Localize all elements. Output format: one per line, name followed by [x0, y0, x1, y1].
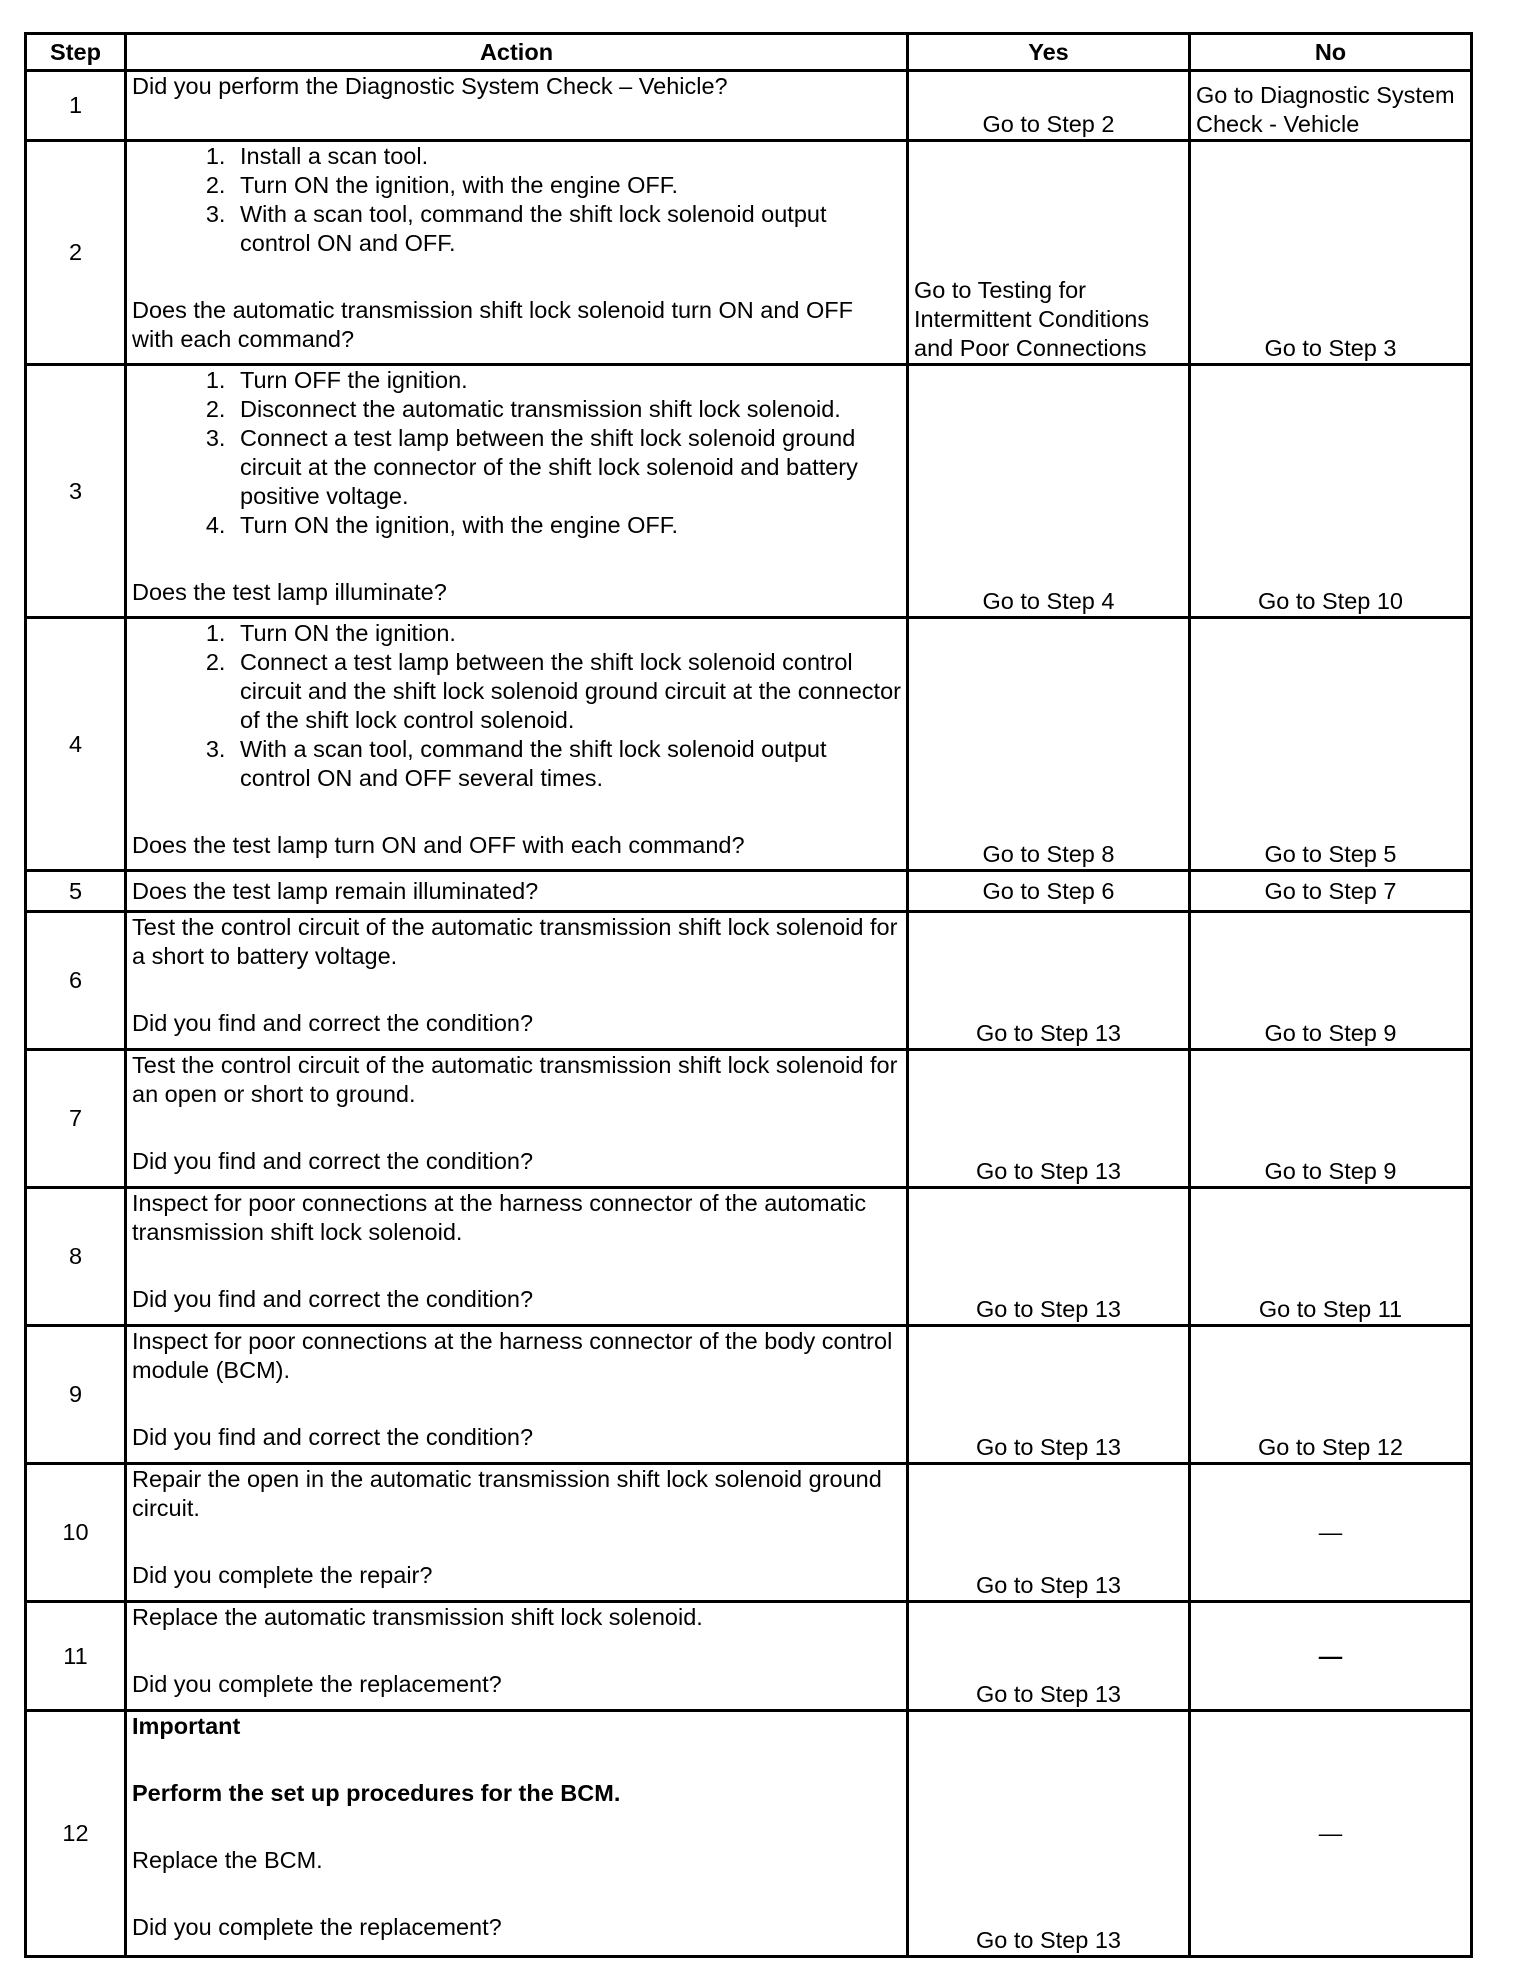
action-question: Did you find and correct the condition?: [132, 1148, 534, 1174]
action-list-item: 3. With a scan tool, command the shift lock solenoid output control ON and OFF.: [232, 200, 901, 258]
header-action: Action: [126, 34, 908, 71]
no-cell: Go to Step 7: [1190, 871, 1472, 912]
yes-cell: Go to Step 4: [908, 365, 1190, 618]
table-row: [26, 71, 1472, 141]
action-question: Did you complete the replacement?: [132, 1914, 502, 1940]
step-number: 9: [26, 1326, 126, 1464]
step-number: 10: [26, 1464, 126, 1602]
no-cell: Go to Step 9: [1190, 912, 1472, 1050]
action-cell: [126, 1326, 908, 1464]
action-cell: [126, 1711, 908, 1957]
action-list-item: 1. Turn OFF the ignition.: [232, 366, 901, 395]
action-question: Did you find and correct the condition?: [132, 1286, 534, 1312]
step-number: 6: [26, 912, 126, 1050]
step-number: 4: [26, 618, 126, 871]
table-row: [26, 141, 1472, 365]
table-row: [26, 1711, 1472, 1957]
step-number: 11: [26, 1602, 126, 1711]
action-list-item: 1. Turn ON the ignition.: [232, 619, 901, 648]
action-text: Test the control circuit of the automatic transmission shift lock solenoid for an open or short to ground.: [132, 1052, 898, 1107]
action-text: Replace the BCM.: [132, 1847, 323, 1873]
yes-cell: Go to Step 13: [908, 1464, 1190, 1602]
action-question: Did you complete the repair?: [132, 1562, 433, 1588]
action-question: Did you perform the Diagnostic System Check – Vehicle?: [132, 73, 728, 99]
action-text: Inspect for poor connections at the harness connector of the automatic transmission shift lock solenoid.: [132, 1190, 867, 1245]
no-cell: —: [1190, 1602, 1472, 1711]
action-list-item: 2. Turn ON the ignition, with the engine OFF.: [232, 171, 901, 200]
yes-cell: Go to Step 8: [908, 618, 1190, 871]
action-list-item: 2. Disconnect the automatic transmission shift lock solenoid.: [232, 395, 901, 424]
action-question: Did you find and correct the condition?: [132, 1010, 534, 1036]
table-row: [26, 1050, 1472, 1188]
table-row: [26, 1326, 1472, 1464]
action-cell: [126, 618, 908, 871]
step-number: 3: [26, 365, 126, 618]
action-list-item: 4. Turn ON the ignition, with the engine OFF.: [232, 511, 901, 540]
yes-cell: Go to Step 6: [908, 871, 1190, 912]
important-heading: Important: [132, 1713, 241, 1739]
step-number: 5: [26, 871, 126, 912]
action-text: Repair the open in the automatic transmission shift lock solenoid ground circuit.: [132, 1466, 882, 1521]
table-row: [26, 1464, 1472, 1602]
action-list-item: 2. Connect a test lamp between the shift lock solenoid control circuit and the shift lock solenoid ground circuit at the connector of the shift lock control solenoid.: [232, 648, 901, 735]
table-row: [26, 1188, 1472, 1326]
action-cell: [126, 1602, 908, 1711]
step-number: 12: [26, 1711, 126, 1957]
yes-cell: Go to Step 2: [908, 71, 1190, 141]
header-no: No: [1190, 34, 1472, 71]
action-list: [132, 619, 901, 793]
yes-cell: Go to Step 13: [908, 1050, 1190, 1188]
header-row: [26, 34, 1472, 71]
action-text: Test the control circuit of the automatic transmission shift lock solenoid for a short to battery voltage.: [132, 914, 898, 969]
yes-cell: Go to Step 13: [908, 1188, 1190, 1326]
diagnostic-table: [24, 32, 1473, 1958]
action-cell: [126, 1188, 908, 1326]
step-number: 1: [26, 71, 126, 141]
action-cell: [126, 871, 908, 912]
action-cell: [126, 912, 908, 1050]
table-row: [26, 912, 1472, 1050]
action-question: Does the automatic transmission shift lock solenoid turn ON and OFF with each command?: [132, 297, 853, 352]
no-cell: Go to Step 10: [1190, 365, 1472, 618]
table-row: [26, 1602, 1472, 1711]
action-list-item: 1. Install a scan tool.: [232, 142, 901, 171]
no-cell: Go to Step 5: [1190, 618, 1472, 871]
no-cell: Go to Diagnostic System Check - Vehicle: [1190, 71, 1472, 141]
action-list-item: 3. With a scan tool, command the shift lock solenoid output control ON and OFF several times.: [232, 735, 901, 793]
action-list: [132, 142, 901, 258]
action-question: Does the test lamp turn ON and OFF with each command?: [132, 832, 745, 858]
action-cell: [126, 71, 908, 141]
no-cell: —: [1190, 1464, 1472, 1602]
no-cell: Go to Step 11: [1190, 1188, 1472, 1326]
no-cell: Go to Step 12: [1190, 1326, 1472, 1464]
action-list: [132, 366, 901, 540]
table-row: [26, 871, 1472, 912]
yes-cell: Go to Step 13: [908, 1326, 1190, 1464]
yes-cell: Go to Step 13: [908, 912, 1190, 1050]
yes-cell: Go to Testing for Intermittent Conditions and Poor Connections: [908, 141, 1190, 365]
important-note: Perform the set up procedures for the BCM.: [132, 1780, 621, 1806]
action-question: Does the test lamp remain illuminated?: [132, 877, 539, 904]
action-cell: [126, 141, 908, 365]
no-cell: Go to Step 9: [1190, 1050, 1472, 1188]
no-cell: —: [1190, 1711, 1472, 1957]
table-row: [26, 365, 1472, 618]
no-cell: Go to Step 3: [1190, 141, 1472, 365]
action-list-item: 3. Connect a test lamp between the shift lock solenoid ground circuit at the connector of the shift lock solenoid and battery positive voltage.: [232, 424, 901, 511]
header-step: Step: [26, 34, 126, 71]
action-cell: [126, 1050, 908, 1188]
action-question: Did you complete the replacement?: [132, 1671, 502, 1697]
header-yes: Yes: [908, 34, 1190, 71]
table-row: [26, 618, 1472, 871]
action-question: Did you find and correct the condition?: [132, 1424, 534, 1450]
step-number: 2: [26, 141, 126, 365]
yes-cell: Go to Step 13: [908, 1602, 1190, 1711]
action-text: Replace the automatic transmission shift lock solenoid.: [132, 1604, 703, 1630]
action-cell: [126, 1464, 908, 1602]
action-question: Does the test lamp illuminate?: [132, 579, 447, 605]
action-text: Inspect for poor connections at the harness connector of the body control module (BCM).: [132, 1328, 893, 1383]
step-number: 7: [26, 1050, 126, 1188]
action-cell: [126, 365, 908, 618]
step-number: 8: [26, 1188, 126, 1326]
yes-cell: Go to Step 13: [908, 1711, 1190, 1957]
